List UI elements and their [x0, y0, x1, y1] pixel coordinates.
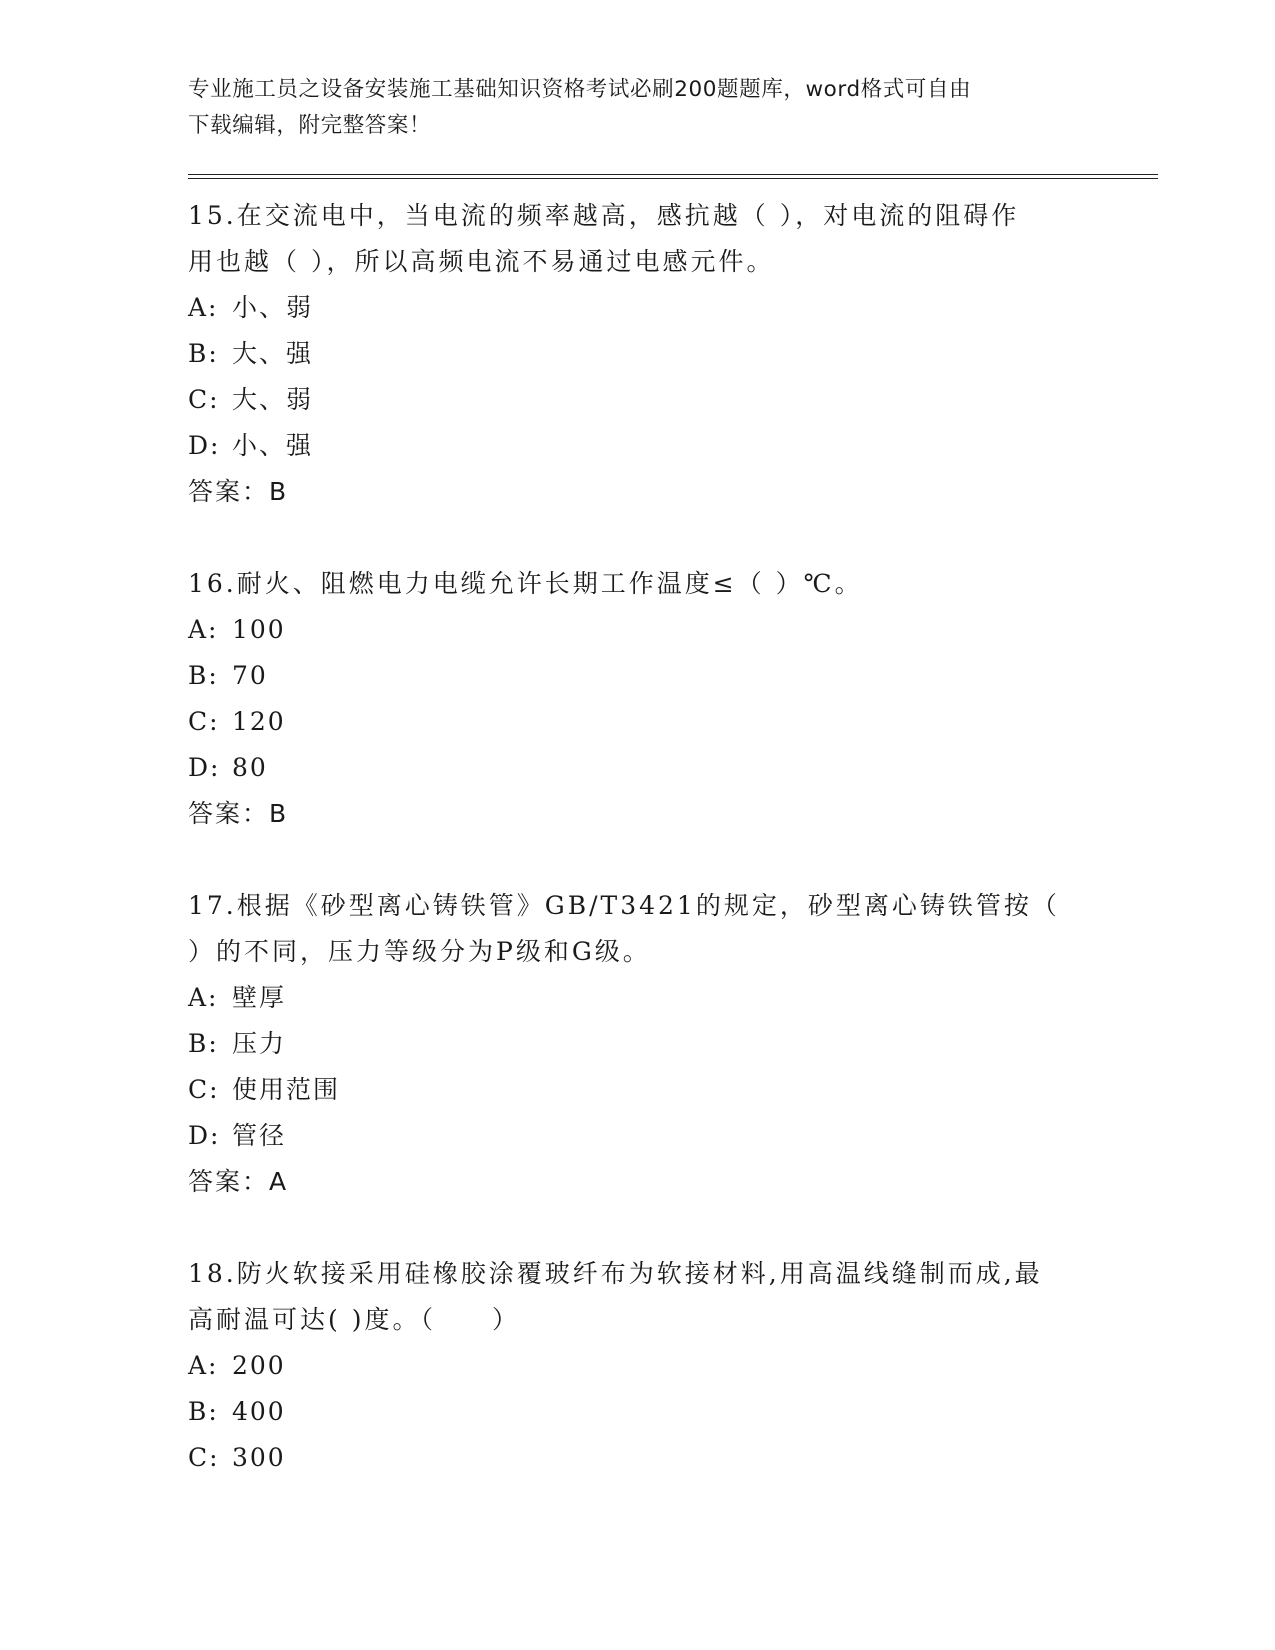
- option-letter: A:: [188, 293, 219, 322]
- option-text: 400: [232, 1397, 286, 1426]
- option-letter: B:: [188, 661, 219, 690]
- document-header: [188, 72, 1158, 144]
- option-d: [188, 423, 1158, 469]
- question-stem: 15.在交流电中，当电流的频率越高，感抗越（ ），对电流的阻碍作: [188, 201, 1020, 230]
- question-stem: 高耐温可达( )度。（ ）: [188, 1305, 520, 1334]
- option-letter: C:: [188, 1443, 220, 1472]
- option-text: 管径: [232, 1121, 287, 1150]
- question-17: [188, 883, 1158, 1205]
- option-c: [188, 699, 1158, 745]
- question-18: [188, 1251, 1158, 1481]
- option-letter: B:: [188, 339, 219, 368]
- answer-line: 答案：A: [188, 1167, 289, 1196]
- option-a: [188, 1343, 1158, 1389]
- option-d: [188, 745, 1158, 791]
- option-text: 200: [232, 1351, 286, 1380]
- question-15: [188, 193, 1158, 515]
- option-b: [188, 653, 1158, 699]
- option-text: 小、弱: [232, 293, 314, 322]
- option-letter: D:: [188, 753, 221, 782]
- option-b: [188, 1389, 1158, 1435]
- header-divider: [188, 174, 1158, 179]
- option-a: [188, 607, 1158, 653]
- question-stem: 用也越（ ），所以高频电流不易通过电感元件。: [188, 247, 775, 276]
- option-letter: C:: [188, 1075, 220, 1104]
- option-text: 100: [232, 615, 286, 644]
- question-stem: ）的不同，压力等级分为P级和G级。: [188, 937, 651, 966]
- option-letter: D:: [188, 1121, 221, 1150]
- option-b: [188, 1021, 1158, 1067]
- header-line: 专业施工员之设备安装施工基础知识资格考试必刷200题题库，word格式可自由: [188, 77, 972, 102]
- divider-line: [188, 178, 1158, 179]
- option-text: 压力: [232, 1029, 287, 1058]
- option-letter: B:: [188, 1397, 219, 1426]
- option-text: 70: [232, 661, 268, 690]
- option-letter: C:: [188, 385, 220, 414]
- question-stem: 17.根据《砂型离心铸铁管》GB/T3421的规定，砂型离心铸铁管按（: [188, 891, 1060, 920]
- option-text: 使用范围: [232, 1075, 341, 1104]
- option-letter: A:: [188, 1351, 219, 1380]
- option-c: [188, 377, 1158, 423]
- option-text: 80: [232, 753, 268, 782]
- question-16: [188, 561, 1158, 837]
- divider-line: [188, 174, 1158, 175]
- option-letter: D:: [188, 431, 221, 460]
- option-text: 小、强: [232, 431, 314, 460]
- option-letter: A:: [188, 983, 219, 1012]
- document-page: [188, 72, 1158, 1481]
- answer-line: 答案：B: [188, 477, 289, 506]
- answer-line: 答案：B: [188, 799, 289, 828]
- option-text: 120: [232, 707, 286, 736]
- option-a: [188, 285, 1158, 331]
- option-text: 大、强: [232, 339, 314, 368]
- option-letter: B:: [188, 1029, 219, 1058]
- option-letter: A:: [188, 615, 219, 644]
- option-text: 壁厚: [232, 983, 287, 1012]
- option-c: [188, 1067, 1158, 1113]
- option-a: [188, 975, 1158, 1021]
- option-letter: C:: [188, 707, 220, 736]
- question-stem: 18.防火软接采用硅橡胶涂覆玻纤布为软接材料,用高温线缝制而成,最: [188, 1259, 1043, 1288]
- option-text: 大、弱: [232, 385, 314, 414]
- option-text: 300: [232, 1443, 286, 1472]
- question-stem: 16.耐火、阻燃电力电缆允许长期工作温度≤（ ）℃。: [188, 569, 863, 598]
- option-c: [188, 1435, 1158, 1481]
- header-line: 下载编辑，附完整答案！: [188, 113, 432, 138]
- option-b: [188, 331, 1158, 377]
- option-d: [188, 1113, 1158, 1159]
